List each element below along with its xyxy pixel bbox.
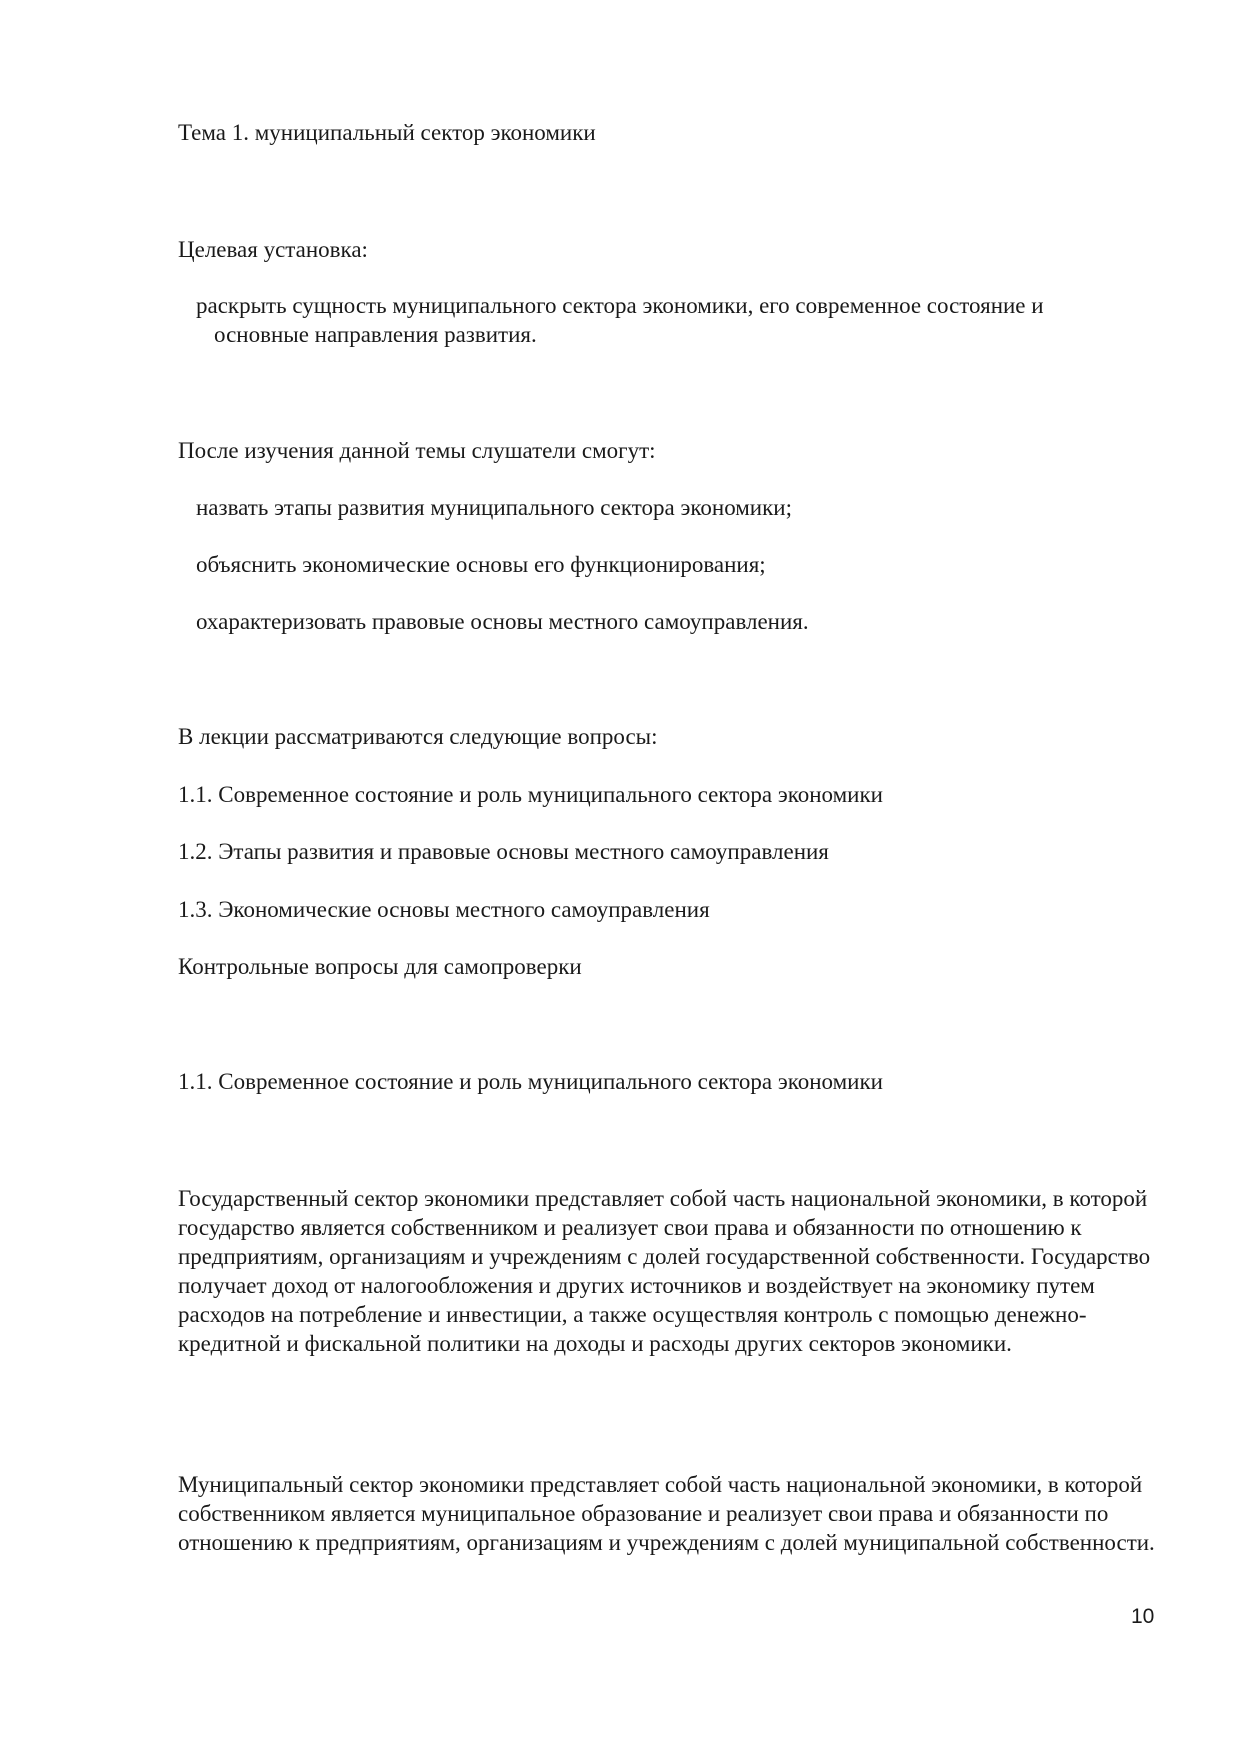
outcome-item: назвать этапы развития муниципального сектора экономики;: [196, 495, 792, 520]
goal-heading: Целевая установка:: [178, 237, 368, 262]
question-item: 1.3. Экономические основы местного самоуправления: [178, 897, 710, 922]
paragraph-state-sector: Государственный сектор экономики представляет собой часть национальной экономики, в которой государство является собственником и реализует свои права и обязанности по отношению к предприятиям, организациям и учреждениям с долей государственной собственности. Государство получает доход от налогообложения и других источников и воздействует на экономику путем расходов на потребление и инвестиции, а также осуществляя контроль с помощью денежно-кредитной и фискальной политики на доходы и расходы других секторов экономики.: [178, 1186, 1151, 1356]
paragraph-municipal-sector: Муниципальный сектор экономики представляет собой часть национальной экономики, в которой собственником является муниципальное образование и реализует свои права и обязанности по отношению к предприятиям, организациям и учреждениям с долей муниципальной собственности.: [178, 1472, 1155, 1555]
goal-text-line1: раскрыть сущность муниципального сектора экономики, его современное состояние и: [196, 293, 1044, 318]
questions-heading: В лекции рассматриваются следующие вопросы:: [178, 724, 658, 749]
topic-title: Тема 1. муниципальный сектор экономики: [178, 120, 596, 145]
outcomes-heading: После изучения данной темы слушатели смогут:: [178, 438, 656, 463]
section-heading: 1.1. Современное состояние и роль муниципального сектора экономики: [178, 1069, 883, 1094]
outcome-item: объяснить экономические основы его функционирования;: [196, 552, 766, 577]
page-number: 10: [1131, 1605, 1155, 1628]
question-item: 1.2. Этапы развития и правовые основы местного самоуправления: [178, 839, 829, 864]
outcome-item: охарактеризовать правовые основы местного самоуправления.: [196, 609, 809, 634]
question-item: 1.1. Современное состояние и роль муниципального сектора экономики: [178, 782, 883, 807]
question-item: Контрольные вопросы для самопроверки: [178, 954, 582, 979]
goal-text-line2: основные направления развития.: [214, 322, 537, 347]
goal-text: [196, 291, 1156, 349]
